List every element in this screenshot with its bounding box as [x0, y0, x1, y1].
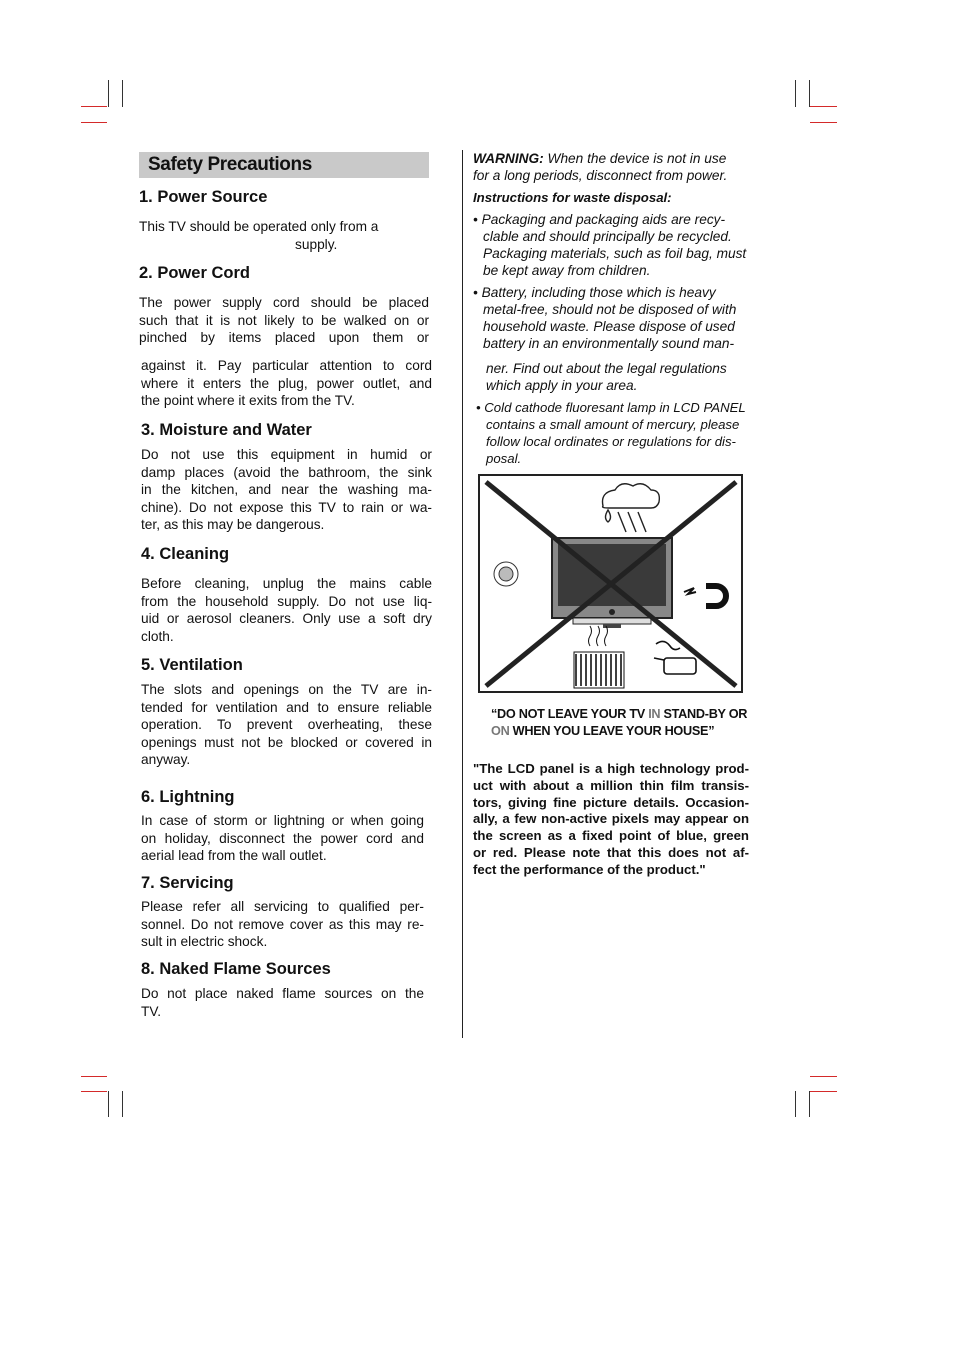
bullet-lamp: • Cold cathode fluoresant lamp in LCD PANEL contains a small amount of mercury, please follow local ordinates or regulations for dis- posal.	[476, 400, 746, 466]
column-divider	[462, 150, 463, 1038]
page-title: Safety Precautions	[139, 152, 429, 178]
section-text-cleaning: Before cleaning, unplug the mains cable from the household supply. Do not use liq- uid or aerosol cleaners. Only use a soft dry cloth.	[141, 576, 432, 644]
section-heading-cleaning: 4. Cleaning	[141, 545, 230, 563]
section-text-lightning: In case of storm or lightning or when going on holiday, disconnect the power cord and aerial lead from the wall outlet.	[141, 813, 424, 864]
tv-hazards-illustration	[478, 474, 744, 694]
warning-text: WARNING: When the device is not in use for a long periods, disconnect from power.	[473, 151, 728, 183]
section-heading-lightning: 6. Lightning	[141, 788, 235, 806]
section-text-moisture: Do not use this equipment in humid or damp places (avoid the bathroom, the sink in the kitchen, and near the washing ma- chine). Do not expose this TV to rain or wa- ter, as this may be dangerous.	[141, 447, 432, 533]
standby-caption: “DO NOT LEAVE YOUR TV IN STAND-BY OR ON WHEN YOU LEAVE YOUR HOUSE”	[491, 707, 748, 738]
section-heading-power-source: 1. Power Source	[139, 188, 268, 206]
section-heading-ventilation: 5. Ventilation	[141, 656, 243, 674]
section-text-ventilation: The slots and openings on the TV are in- tended for ventilation and to ensure reliable operation. To prevent overheating, these openings must not be blocked or covered in anyway.	[141, 682, 432, 768]
section-heading-power-cord: 2. Power Cord	[139, 264, 250, 282]
section-text-naked-flame: Do not place naked flame sources on the TV.	[141, 986, 424, 1019]
section-text-power-cord-a: The power supply cord should be placed such that it is not likely to be walked on or pinched by items placed upon them or	[139, 295, 429, 346]
section-text-servicing: Please refer all servicing to qualified per- sonnel. Do not remove cover as this may re- sult in electric shock.	[141, 899, 424, 950]
bullet-battery-continued: ner. Find out about the legal regulations which apply in your area.	[486, 361, 727, 393]
section-text-power-cord-b: against it. Pay particular attention to cord where it enters the plug, power outlet, and the point where it exits from the TV.	[141, 358, 432, 409]
section-text-power-source: This TV should be operated only from a supply.	[139, 219, 379, 252]
bullet-packaging: • Packaging and packaging aids are recy- clable and should principally be recycled. Packaging materials, such as foil bag, must be kept away from children.	[473, 212, 747, 278]
section-heading-servicing: 7. Servicing	[141, 874, 234, 892]
lcd-panel-notice: "The LCD panel is a high technology prod- uct with about a million thin film transis- tors, giving fine picture details. Occasion- ally, a few non-active pixels may appear on the screen as a fixed point of blue, green or red. Please note that this does not af- fect the performance of the product."	[473, 761, 749, 877]
section-heading-moisture: 3. Moisture and Water	[141, 421, 312, 439]
waste-disposal-heading: Instructions for waste disposal:	[473, 190, 672, 205]
bullet-battery: • Battery, including those which is heavy metal-free, should not be disposed of with household waste. Please dispose of used battery in an environmentally sound man-	[473, 285, 737, 351]
section-heading-naked-flame: 8. Naked Flame Sources	[141, 960, 331, 978]
